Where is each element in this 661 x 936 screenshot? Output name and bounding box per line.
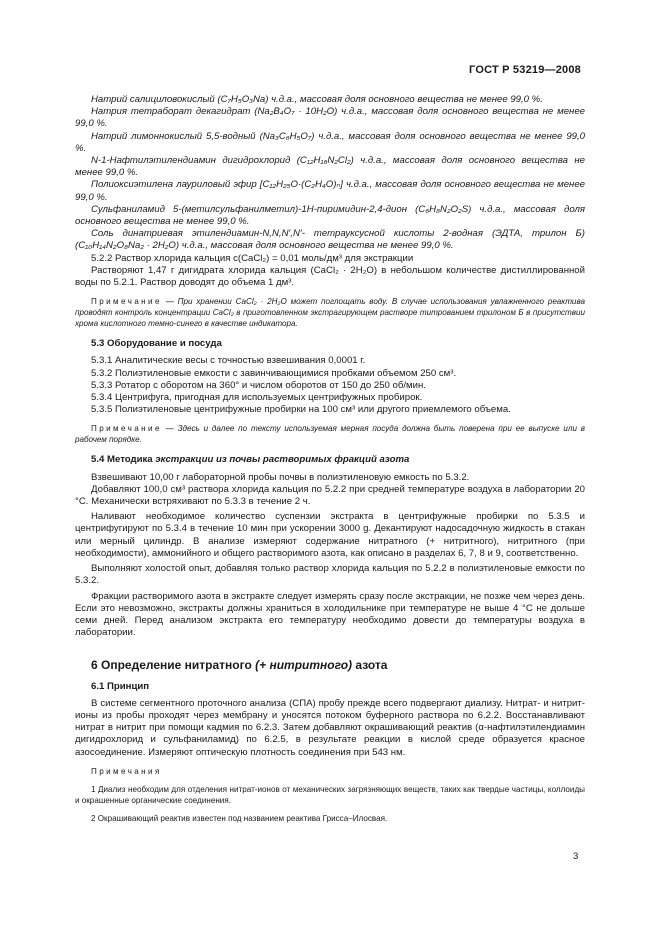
section-5-4-title-italic: экстракции из почвы растворимых фракций азота: [155, 454, 410, 466]
procedure-paragraph: Наливают необходимое количество суспензии экстракта в центрифужные пробирки по 5.3.5 и центрифугируют по 5.3.4 в течение 10 мин при ускорении 3000 g. Декантируют надосадочную жидкость в стакан или мерный цилиндр. В анализе измеряют содержание нитратного (+ нитритного), нитритного (при необходимости), аммонийного и общего растворимого азота, как описано в разделах 6, 7, 8 и 9, соответственно.: [75, 511, 585, 559]
notes-label: [75, 766, 585, 777]
note-5-3: [75, 423, 585, 445]
note-label: Примечание: [91, 297, 162, 307]
equipment-item: 5.3.4 Центрифуга, пригодная для используемых центрифужных пробирок.: [91, 392, 423, 404]
reagent-item: N-1-Нафтилэтилендиамин дигидрохлорид (C₁₂H₁₆N₂Cl₂) ч.д.а., массовая доля основного вещества не менее 99,0 %.: [75, 155, 585, 179]
procedure-paragraph: Взвешивают 10,00 г лабораторной пробы почвы в полиэтиленовую емкость по 5.3.2.: [91, 471, 470, 483]
section-5-4-title-prefix: 5.4 Методика: [91, 454, 156, 466]
principle-text: В системе сегментного проточного анализа (СПА) пробу прежде всего подвергают диализу. Нитрат- и нитрит-ионы из пробы проходят через мембрану и уносятся потоком буферного раствора по 6.2.2. Восстанавливают нитрат в нитрит при помощи кадмия по 6.2.3. Затем добавляют окрашивающий реактив (α-нафтилэтилендиамин дигидрохлорид и сульфаниламид) по 6.2.5, в результате реакции в кислой среде образуется красное азосоединение. Измеряют оптическую плотность соединения при 543 нм.: [75, 697, 585, 758]
reagent-item: Натрий лимоннокислый 5,5-водный (Na₃C₆H₅O₇) ч.д.а., массовая доля основного вещества не менее 99,0 %.: [75, 130, 585, 154]
note-text: — При хранении CaCl₂ · 2H₂O может поглощать воду. В случае использования увлажненного реактива проводят контроль концентрации CaCl₂ в приготовленном экстрагирующем растворе титрованием трилоном Б в присутствии хрома кислотного темно-синего в качестве индикатора.: [75, 297, 585, 329]
section-6-title-suffix: азота: [352, 658, 388, 673]
note-label: Примечание: [91, 424, 162, 434]
section-6-title: [75, 659, 585, 671]
section-6-1-title: 6.1 Принцип: [91, 680, 150, 692]
note-item: 2 Окрашивающий реактив известен под названием реактива Грисса–Илосвая.: [91, 813, 388, 823]
section-5-3-title: 5.3 Оборудование и посуда: [91, 338, 222, 350]
reagent-item: Полиоксиэтилена лауриловый эфир [C₁₂H₂₅O·(C₂H₄O)ₙ] ч.д.а., массовая доля основного вещества не менее 99,0 %.: [75, 179, 585, 203]
note-item: 1 Диализ необходим для отделения нитрат-ионов от механических загрязняющих веществ, таких как твердые частицы, коллоиды и окрашенные органические соединения.: [75, 784, 585, 805]
equipment-item: 5.3.3 Ротатор с оборотом на 360° и числом оборотов от 150 до 250 об/мин.: [91, 379, 426, 391]
equipment-item: 5.3.5 Полиэтиленовые центрифужные пробирки на 100 см³ или другого приемлемого объема.: [91, 404, 511, 416]
procedure-paragraph: Фракции растворимого азота в экстракте следует измерять сразу после экстракции, не позже чем через день. Если это невозможно, экстракты должны храниться в холодильнике при температуре не выше 4 °С не дольше семи дней. Перед анализом экстракта его температуру необходимо довести до температуры воздуха в лаборатории.: [75, 590, 585, 639]
reagent-item: Натрий салициловокислый (C₇H₅O₃Na) ч.д.а., массовая доля основного вещества не менее 99,0 %.: [91, 94, 543, 105]
page-content: [75, 94, 585, 824]
notes-label-text: Примечания: [91, 766, 162, 776]
equipment-item: 5.3.1 Аналитические весы с точностью взвешивания 0,0001 г.: [91, 355, 366, 367]
reagent-item: Сульфаниламид 5-(метилсульфанилметил)-1Н-пиримидин-2,4-дион (C₆H₈N₂O₂S) ч.д.а., массовая доля основного вещества не менее 99,0 %.: [75, 203, 585, 228]
procedure-paragraph: Выполняют холостой опыт, добавляя только раствор хлорида кальция по 5.2.2 в полиэтиленовые емкости по 5.3.2.: [75, 563, 585, 587]
clause-5-2-2-text: Растворяют 1,47 г дигидрата хлорида кальция (CaCl₂ · 2H₂O) в небольшом количестве дистиллированной воды по 5.2.1. Раствор доводят до объема 1 дм³.: [75, 264, 585, 289]
page-number: 3: [573, 851, 579, 862]
section-6-title-prefix: 6 Определение нитратного: [91, 658, 256, 673]
note-text: — Здесь и далее по тексту используемая мерная посуда должна быть поверена при ее выпуске или в рабочем порядке.: [75, 424, 585, 445]
section-6-title-italic: (+ нитритного): [255, 658, 353, 673]
clause-5-2-2-title: 5.2.2 Раствор хлорида кальция c(CaCl₂) = 0,01 моль/дм³ для экстракции: [91, 252, 414, 264]
note-5-2-2: [75, 296, 585, 329]
equipment-item: 5.3.2 Полиэтиленовые емкости с завинчивающимися пробками объемом 250 см³.: [91, 367, 457, 379]
reagent-item: Соль динатриевая этилендиамин-N,N,N′,N′- тетрауксусной кислоты 2-водная (ЭДТА, трилон Б) (C₁₀H₁₄N₂O₈Na₂ · 2H₂O) ч.д.а., массовая доля основного вещества не менее 99,0 %.: [75, 228, 585, 252]
reagent-item: Натрия тетраборат декагидрат (Na₂B₄O₇ · 10H₂O) ч.д.а., массовая доля основного вещества не менее 99,0 %.: [75, 106, 585, 130]
section-5-4-title: [75, 454, 585, 466]
document-header: ГОСТ Р 53219—2008: [469, 64, 581, 76]
procedure-paragraph: Добавляют 100,0 см³ раствора хлорида кальция по 5.2.2 при средней температуре воздуха в лаборатории 20 °С. Механически встряхивают по 5.3.3 в течение 2 ч.: [75, 483, 585, 508]
